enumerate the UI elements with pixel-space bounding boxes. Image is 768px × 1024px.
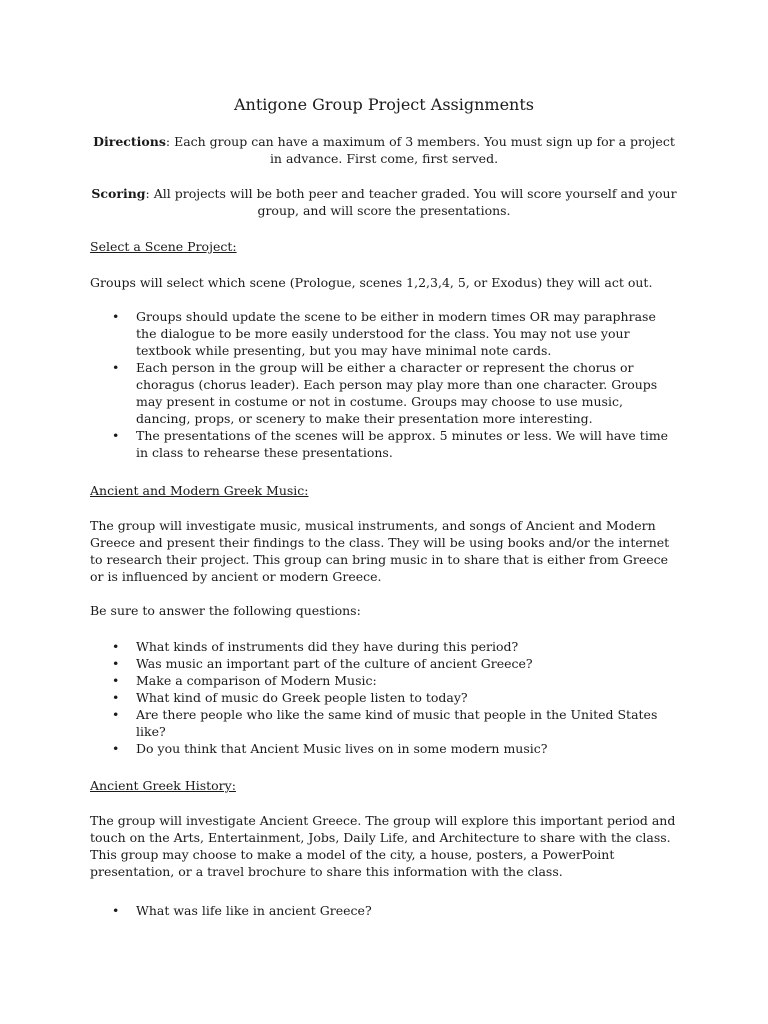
- list-item: • What was life like in ancient Greece?: [112, 903, 372, 918]
- bullet-icon: •: [112, 360, 120, 375]
- list-item: • Groups should update the scene to be either in modern times OR may paraphrase the dialogue to be more easily understood for the class. You may not use your textbook while presenting, but you may have minimal note cards.: [112, 309, 656, 358]
- list-item: • What kinds of instruments did they have during this period?: [112, 639, 519, 654]
- scoring-label: Scoring: [91, 186, 146, 201]
- page-title: Antigone Group Project Assignments: [233, 95, 534, 114]
- music-questions-list: [90, 638, 678, 757]
- list-item: • Each person in the group will be either a character or represent the chorus or choragus (chorus leader). Each person may play more than one character. Groups may present in costume or not in costume. Groups may choose to use music, dancing, props, or scenery to make their presentation more interesting.: [112, 360, 658, 426]
- list-item: • The presentations of the scenes will be approx. 5 minutes or less. We will have time in class to rehearse these presentations.: [112, 428, 669, 460]
- directions-text: : Each group can have a maximum of 3 members. You must sign up for a project in advance. First come, first served.: [165, 134, 675, 166]
- list-item: • Are there people who like the same kind of music that people in the United States like?: [112, 707, 658, 739]
- music-project-intro: The group will investigate music, musical instruments, and songs of Ancient and Modern Greece and present their findings to the class. They will be using books and/or the internet to research their project. This group can bring music in to share that is either from Greece or is influenced by ancient or modern Greece.: [90, 518, 670, 584]
- bullet-icon: •: [112, 428, 120, 443]
- bullet-icon: •: [112, 309, 120, 324]
- list-item: • Was music an important part of the culture of ancient Greece?: [112, 656, 533, 671]
- bullet-icon: •: [112, 656, 120, 671]
- list-item: • What kind of music do Greek people listen to today?: [112, 690, 468, 705]
- bullet-icon: •: [112, 741, 120, 756]
- bullet-icon: •: [112, 707, 120, 722]
- scene-project-intro: Groups will select which scene (Prologue, scenes 1,2,3,4, 5, or Exodus) they will act out.: [90, 275, 653, 290]
- directions-paragraph: [90, 133, 678, 167]
- music-project-heading: Ancient and Modern Greek Music:: [90, 483, 309, 498]
- bullet-icon: •: [112, 690, 120, 705]
- scoring-text: : All projects will be both peer and teacher graded. You will score yourself and your group, and will score the presentations.: [145, 186, 677, 218]
- history-project-intro: The group will investigate Ancient Greece. The group will explore this important period and touch on the Arts, Entertainment, Jobs, Daily Life, and Architecture to share with the class. This group may choose to make a model of the city, a house, posters, a PowerPoint presentation, or a travel brochure to share this information with the class.: [90, 813, 676, 879]
- list-item: • Do you think that Ancient Music lives on in some modern music?: [112, 741, 548, 756]
- music-questions-intro: Be sure to answer the following questions:: [90, 603, 361, 618]
- scoring-paragraph: [90, 185, 678, 219]
- bullet-icon: •: [112, 639, 120, 654]
- scene-project-list: [90, 308, 678, 461]
- bullet-icon: •: [112, 673, 120, 688]
- bullet-icon: •: [112, 903, 120, 918]
- list-item: • Make a comparison of Modern Music:: [112, 673, 377, 688]
- directions-label: Directions: [93, 134, 166, 149]
- scene-project-heading: Select a Scene Project:: [90, 239, 237, 254]
- history-questions-list: [90, 902, 678, 919]
- history-project-heading: Ancient Greek History:: [90, 778, 236, 793]
